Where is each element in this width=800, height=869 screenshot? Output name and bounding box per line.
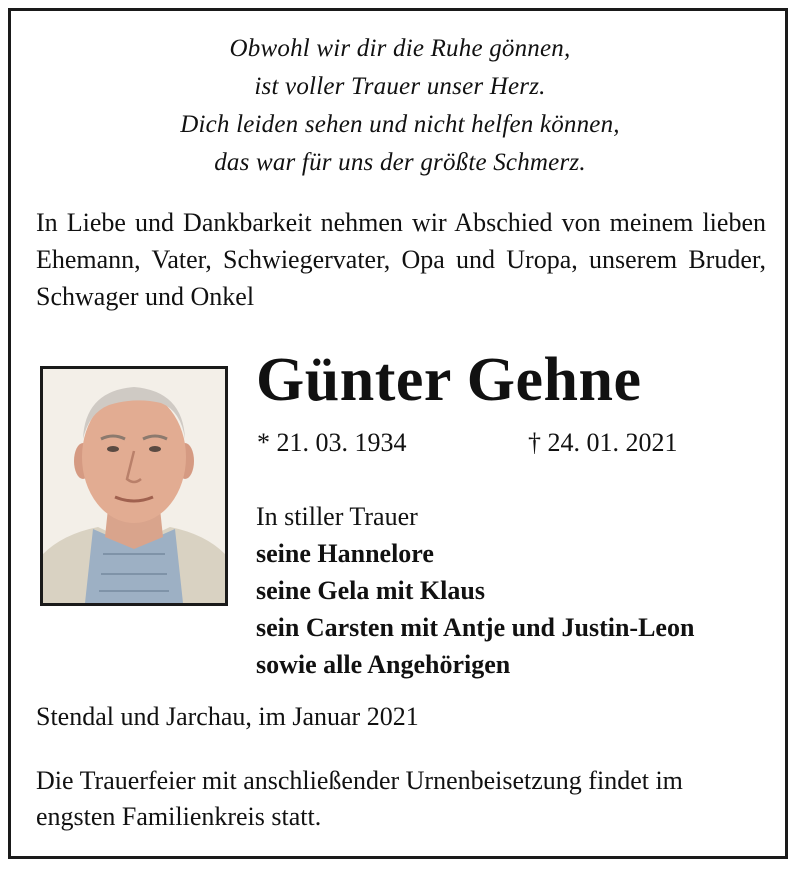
death-date: † 24. 01. 2021: [528, 428, 678, 457]
mourner-name: sein Carsten mit Antje und Justin-Leon: [256, 613, 695, 642]
mourners-list: [256, 498, 694, 683]
poem-line: Obwohl wir dir die Ruhe gönnen,: [229, 35, 571, 62]
poem-line: Dich leiden sehen und nicht helfen können,: [180, 111, 620, 138]
mourner-name: seine Gela mit Klaus: [256, 576, 485, 605]
portrait-photo: [40, 366, 228, 606]
intro-text: In Liebe und Dankbarkeit nehmen wir Abschied von meinem lieben Ehemann, Vater, Schwiegervater, Opa und Uropa, unserem Bruder, Schwager und Onkel: [36, 208, 766, 311]
poem-line: das war für uns der größte Schmerz.: [214, 149, 586, 176]
mourners-lead: In stiller Trauer: [256, 502, 418, 531]
mourner-name: seine Hannelore: [256, 539, 434, 568]
service-note: Die Trauerfeier mit anschließender Urnenbeisetzung findet im engsten Familienkreis statt.: [36, 766, 683, 831]
place-date: Stendal und Jarchau, im Januar 2021: [36, 702, 419, 731]
birth-date: * 21. 03. 1934: [257, 428, 407, 457]
poem: [0, 30, 800, 182]
mourner-name: sowie alle Angehörigen: [256, 650, 511, 679]
deceased-name: Günter Gehne: [256, 346, 642, 414]
poem-line: ist voller Trauer unser Herz.: [254, 73, 546, 100]
